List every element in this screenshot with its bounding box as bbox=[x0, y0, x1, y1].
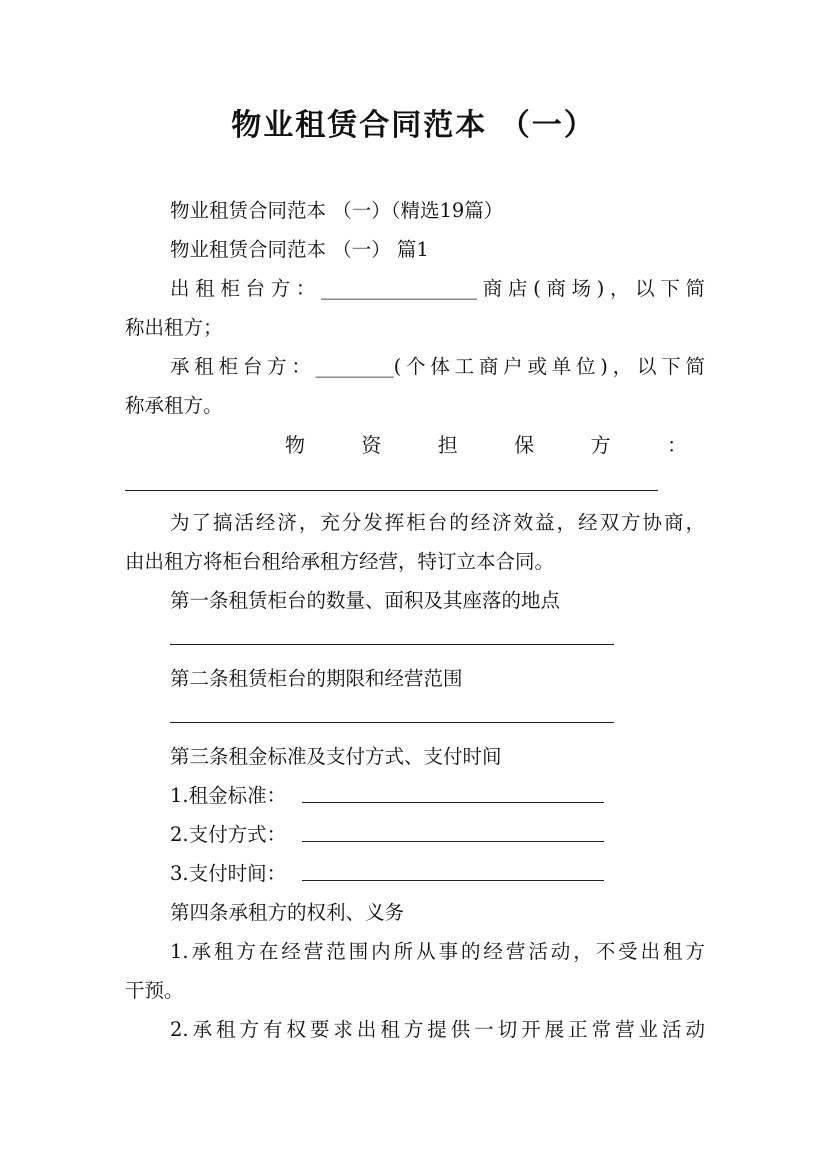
guarantor-char: 资 bbox=[361, 433, 382, 457]
article-3-item-1: 1.租金标准： bbox=[170, 784, 287, 807]
lessor-line-2: 称出租方； bbox=[125, 316, 223, 339]
chapter-heading: 物业租赁合同范本 （一） 篇1 bbox=[170, 238, 429, 261]
lessee-line-2: 称承租方。 bbox=[125, 394, 223, 417]
guarantor-blank bbox=[125, 490, 658, 491]
article-4-item-1-line-2: 干预。 bbox=[125, 979, 184, 1002]
article-1-heading: 第一条租赁柜台的数量、面积及其座落的地点 bbox=[170, 589, 561, 612]
payment-time-blank bbox=[302, 880, 604, 881]
lessor-line-1: 出租柜台方：________________商店(商场)，以下简 bbox=[170, 277, 705, 300]
article-1-blank bbox=[170, 644, 614, 645]
article-4-heading: 第四条承租方的权利、义务 bbox=[170, 901, 405, 924]
lessee-line-1: 承租柜台方：________(个体工商户或单位)，以下简 bbox=[170, 355, 705, 378]
article-3-heading: 第三条租金标准及支付方式、支付时间 bbox=[170, 745, 502, 768]
article-4-item-1-line-1: 1.承租方在经营范围内所从事的经营活动，不受出租方 bbox=[170, 940, 705, 963]
guarantor-char: 物 bbox=[285, 433, 305, 457]
article-3-item-3: 3.支付时间： bbox=[170, 862, 287, 885]
subtitle: 物业租赁合同范本 （一）（精选19篇） bbox=[170, 199, 504, 222]
guarantor-label bbox=[285, 432, 687, 458]
guarantor-char: 担 bbox=[437, 433, 458, 457]
document-title: 物业租赁合同范本 （一） bbox=[231, 108, 596, 143]
article-2-blank bbox=[170, 722, 614, 723]
article-2-heading: 第二条租赁柜台的期限和经营范围 bbox=[170, 667, 463, 690]
guarantor-char: 方 bbox=[590, 433, 611, 457]
guarantor-char: 保 bbox=[514, 433, 535, 457]
purpose-line-2: 由出租方将柜台租给承租方经营，特订立本合同。 bbox=[125, 550, 555, 573]
payment-method-blank bbox=[302, 841, 604, 842]
purpose-line-1: 为了搞活经济，充分发挥柜台的经济效益，经双方协商， bbox=[170, 511, 705, 534]
guarantor-char: ： bbox=[666, 433, 687, 457]
article-3-item-2: 2.支付方式： bbox=[170, 823, 287, 846]
article-4-item-2-line-1: 2.承租方有权要求出租方提供一切开展正常营业活动 bbox=[170, 1018, 705, 1041]
rent-standard-blank bbox=[302, 802, 604, 803]
